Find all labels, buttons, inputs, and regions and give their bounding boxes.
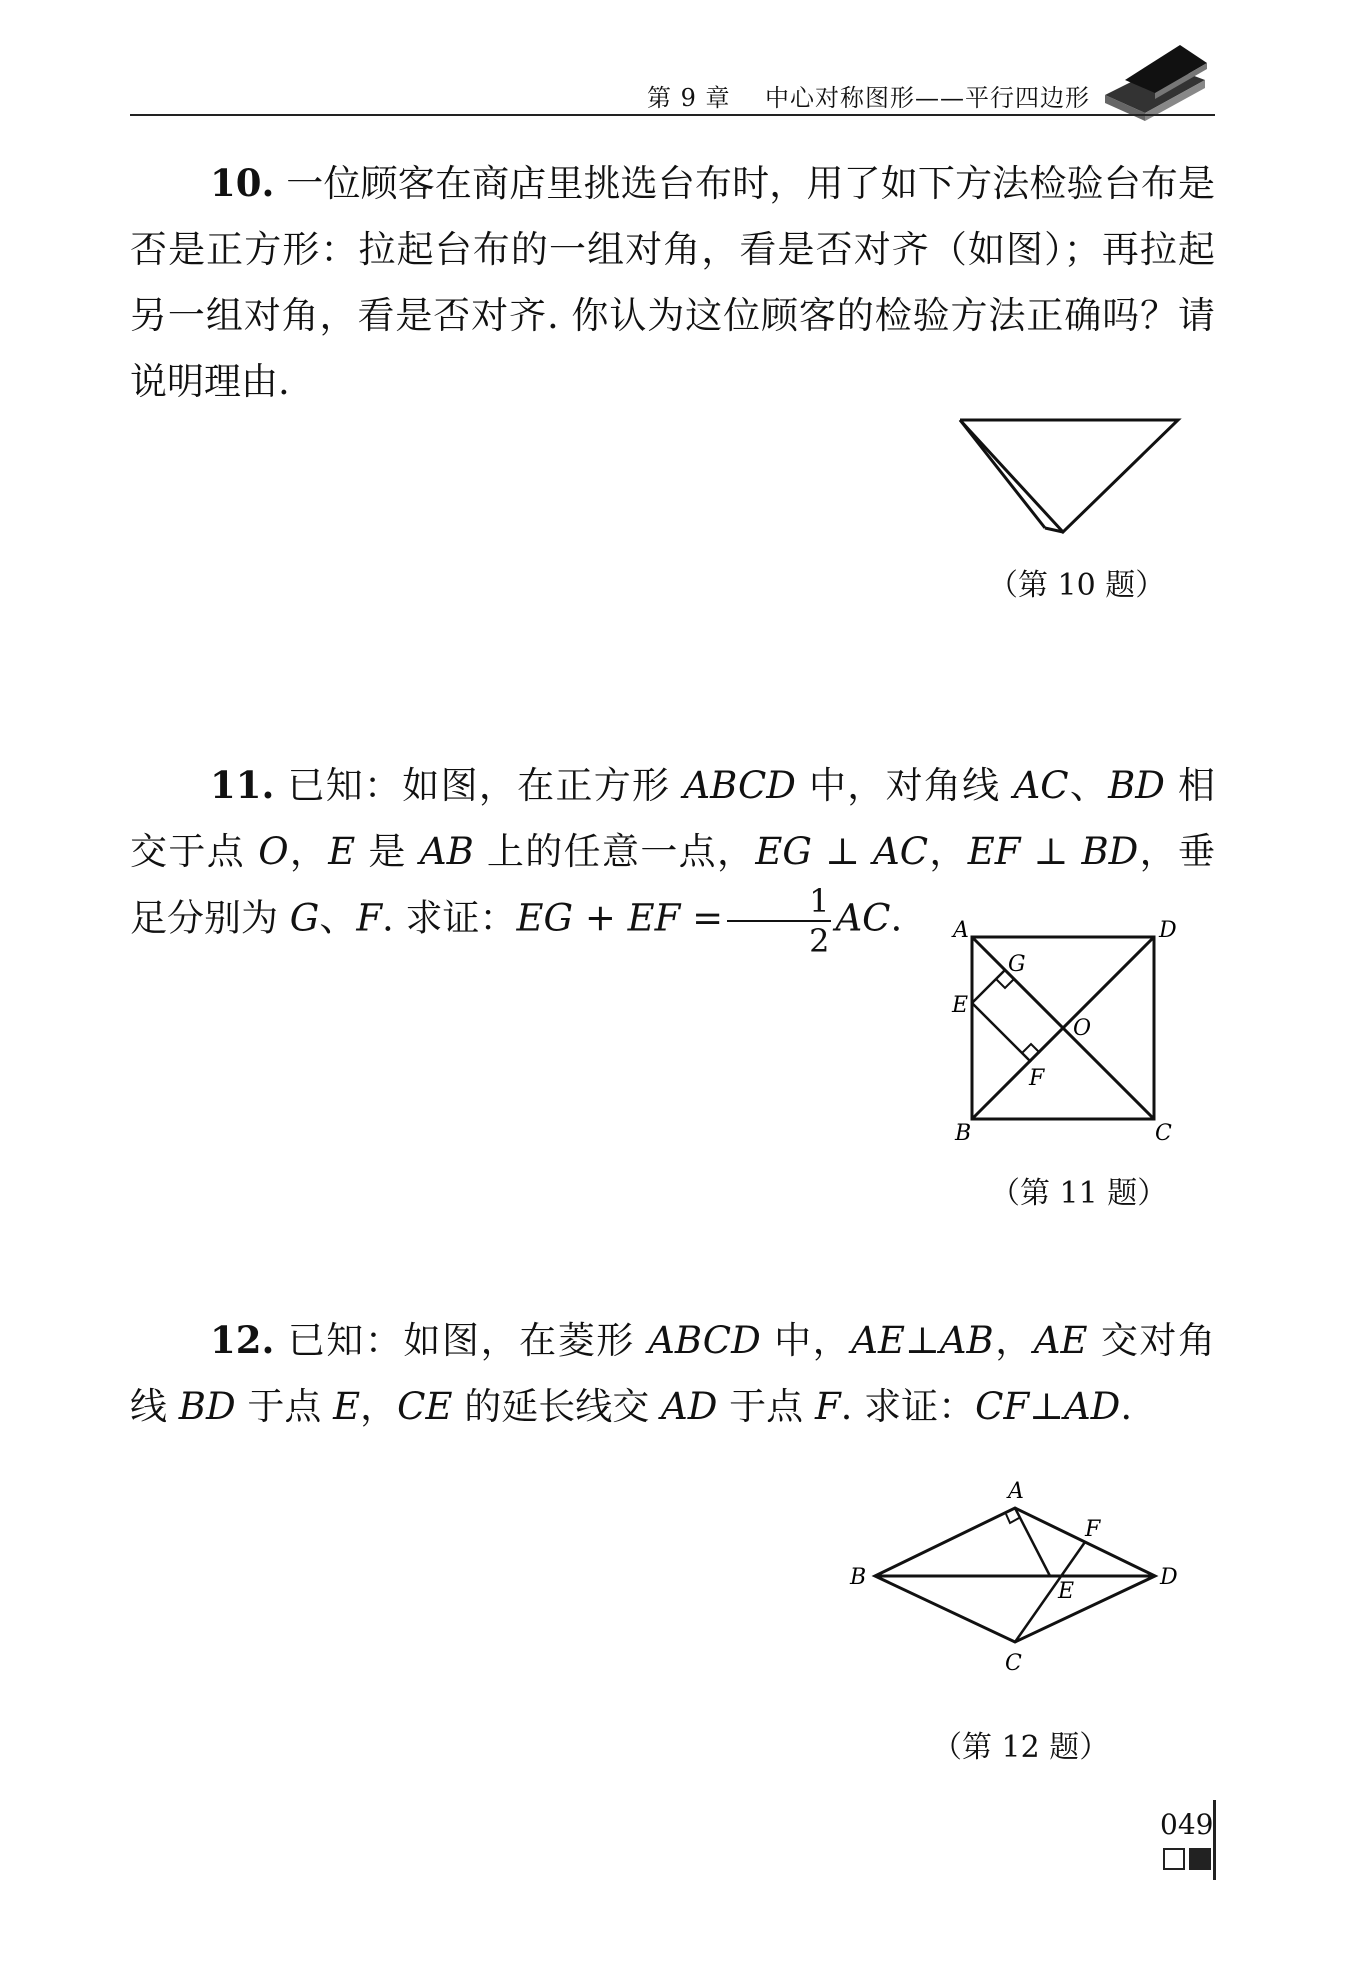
fraction-denominator: 2 <box>809 922 830 960</box>
text: . 求证： <box>840 1385 976 1428</box>
page-number: 049 <box>1160 1808 1214 1841</box>
math: F <box>356 896 383 940</box>
text: . <box>1120 1385 1133 1428</box>
math: ABCD <box>683 764 796 807</box>
chapter-heading <box>647 78 1090 113</box>
figure-10 <box>955 410 1185 540</box>
figure-10-caption: （第 10 题） <box>988 568 1166 603</box>
label-C: C <box>1155 1121 1172 1145</box>
text: 相交于点 <box>130 764 1216 873</box>
math: BD <box>178 1385 236 1428</box>
text: 、 <box>319 896 357 940</box>
chapter-number: 第 9 章 <box>646 84 731 112</box>
problem-12-text <box>130 1307 1215 1440</box>
header-rule <box>130 114 1215 116</box>
figure-11-caption: （第 11 题） <box>990 1176 1168 1211</box>
book-stack-icon <box>1095 35 1215 125</box>
text: . <box>890 896 903 940</box>
math: ABCD <box>648 1319 761 1362</box>
math: AE⊥AB <box>851 1319 994 1362</box>
math: E <box>328 830 356 873</box>
text: 已知：如图，在正方形 <box>287 764 684 807</box>
empty-square-icon <box>1163 1848 1185 1870</box>
text: 中，对角线 <box>795 764 1014 807</box>
text: ， <box>288 830 329 873</box>
label-A: A <box>1008 1479 1024 1504</box>
text: ， <box>928 830 968 873</box>
math: EG + EF = <box>516 896 724 940</box>
math: AD <box>661 1385 718 1428</box>
label-B: B <box>955 1121 972 1145</box>
figure-11 <box>945 915 1185 1145</box>
math: EF ⊥ BD <box>967 830 1139 873</box>
problem-10 <box>130 150 1215 415</box>
problem-12 <box>130 1307 1215 1440</box>
label-D: D <box>1160 1565 1178 1590</box>
problem-number: 12. <box>210 1318 275 1362</box>
filled-square-icon <box>1189 1848 1211 1870</box>
label-G: G <box>1008 952 1026 977</box>
math: AC <box>1013 764 1069 807</box>
label-F: F <box>1085 1517 1101 1542</box>
text: 交对角线 <box>130 1319 1215 1428</box>
text: . 求证： <box>382 896 517 940</box>
label-O: O <box>1073 1016 1092 1041</box>
label-D: D <box>1159 918 1177 943</box>
problem-10-body: 一位顾客在商店里挑选台布时，用了如下方法检验台布是否是正方形：拉起台布的一组对角，看是否对齐（如图）；再拉起另一组对角，看是否对齐. 你认为这位顾客的检验方法正确吗？请说明理由. <box>130 162 1216 403</box>
page-header <box>130 70 1215 112</box>
text: 的延长线交 <box>452 1385 662 1428</box>
math: AB <box>419 830 474 873</box>
problem-number: 11. <box>210 763 275 807</box>
fraction-numerator: 1 <box>727 885 831 922</box>
label-B: B <box>850 1565 867 1590</box>
problem-10-text <box>130 150 1215 415</box>
label-E: E <box>1058 1579 1075 1604</box>
figure-12-caption: （第 12 题） <box>932 1730 1110 1765</box>
text: 中， <box>760 1319 852 1362</box>
math: AE <box>1033 1319 1088 1362</box>
text: 上的任意一点， <box>473 830 756 873</box>
math: EG ⊥ AC <box>755 830 929 873</box>
chapter-title: 中心对称图形——平行四边形 <box>765 84 1090 112</box>
label-E: E <box>952 993 969 1018</box>
text: ，垂足分别为 <box>130 830 1216 940</box>
page-marker <box>1163 1848 1215 1870</box>
text: 已知：如图，在菱形 <box>287 1319 649 1362</box>
math: BD <box>1108 764 1165 807</box>
text: 、 <box>1068 764 1109 807</box>
math: F <box>814 1385 841 1428</box>
label-A: A <box>953 918 969 943</box>
math: O <box>258 830 289 873</box>
text: ， <box>360 1385 398 1428</box>
figure-12 <box>840 1470 1190 1690</box>
math: G <box>289 896 320 940</box>
label-F: F <box>1029 1066 1045 1091</box>
math: AC <box>835 896 891 940</box>
text: 于点 <box>235 1385 334 1428</box>
text: 是 <box>355 830 420 873</box>
fraction-one-half <box>727 882 831 960</box>
math: CF⊥AD <box>975 1385 1121 1428</box>
text: ， <box>993 1319 1034 1362</box>
math: E <box>333 1385 361 1428</box>
math: CE <box>397 1385 453 1428</box>
label-C: C <box>1005 1651 1022 1676</box>
problem-number: 10. <box>210 161 275 205</box>
text: 于点 <box>717 1385 815 1428</box>
